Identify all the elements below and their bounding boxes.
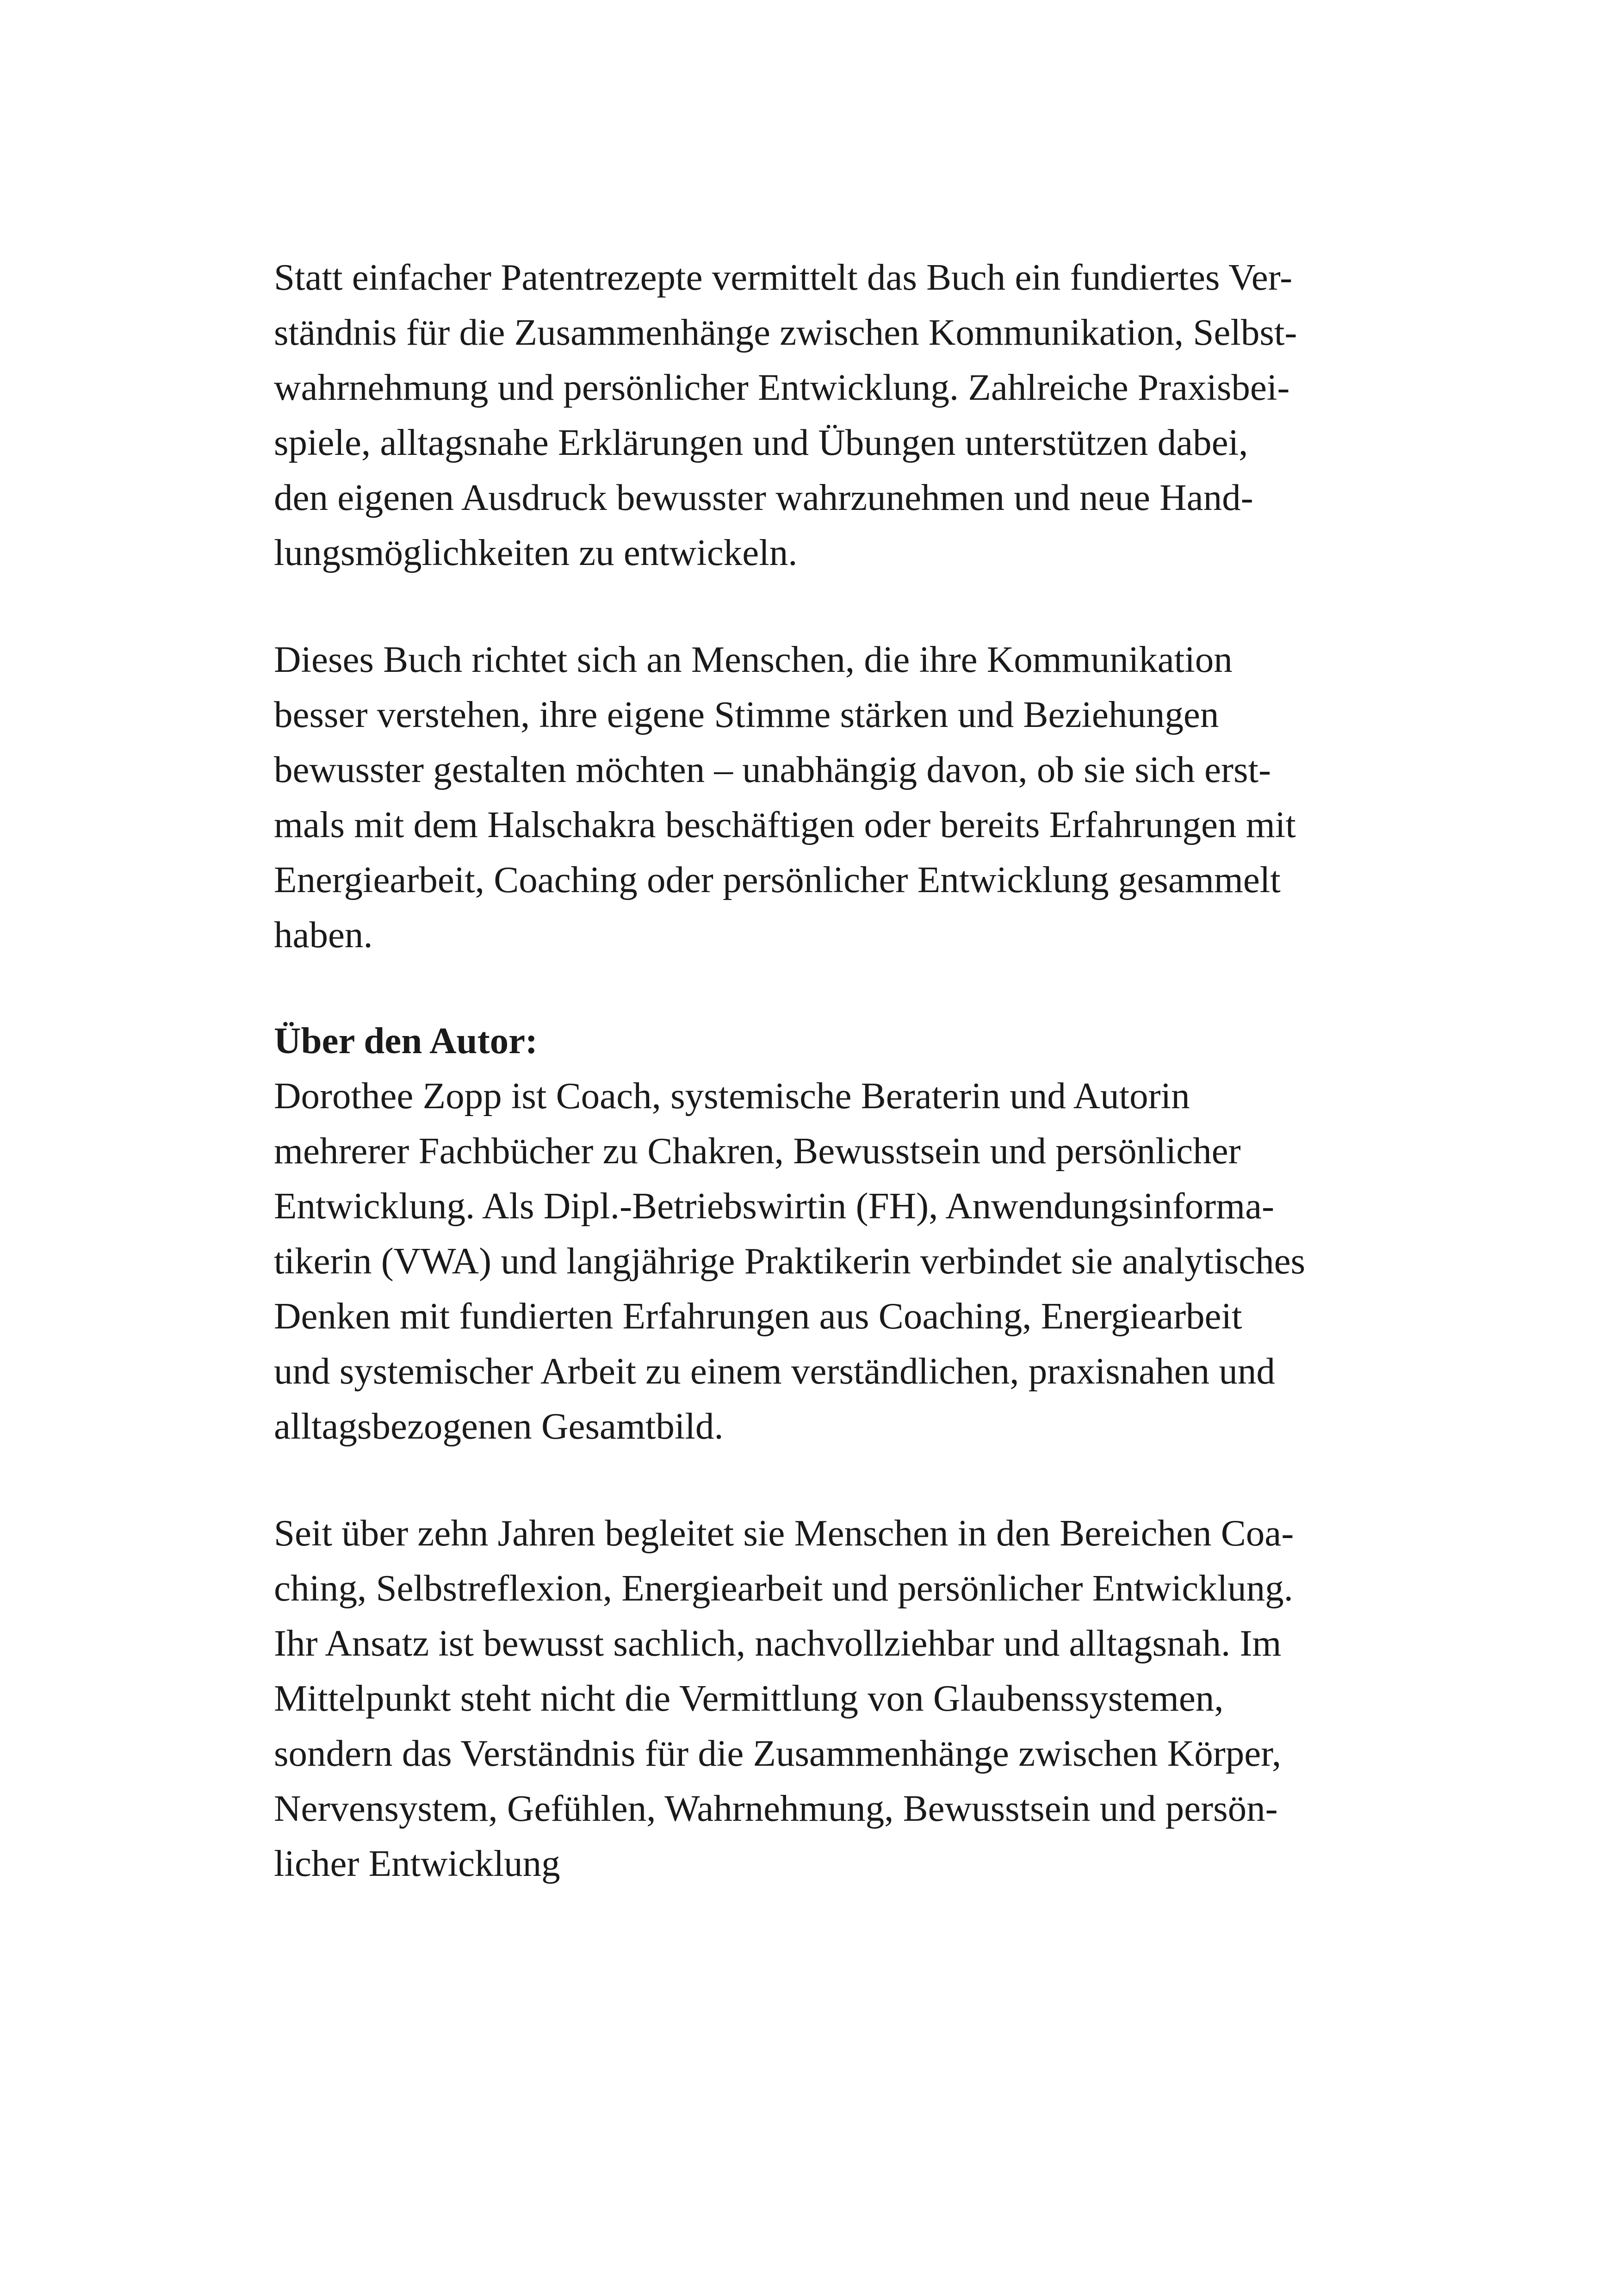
text-line: licher Entwicklung: [274, 1843, 560, 1884]
paragraph-author-experience: [274, 1506, 1294, 1891]
text-line: lungsmöglichkeiten zu entwickeln.: [274, 532, 798, 573]
text-line: wahrnehmung und persönlicher Entwicklung. Zahlreiche Praxisbei-: [274, 366, 1290, 408]
section-heading: Über den Autor:: [274, 1020, 538, 1061]
text-line: Statt einfacher Patentrezepte vermittelt das Buch ein fundiertes Ver-: [274, 256, 1293, 298]
text-line: Energiearbeit, Coaching oder persönlicher Entwicklung gesammelt: [274, 859, 1281, 900]
text-line: alltagsbezogenen Gesamtbild.: [274, 1405, 724, 1447]
text-line: Ihr Ansatz ist bewusst sachlich, nachvollziehbar und alltagsnah. Im: [274, 1622, 1282, 1664]
text-line: den eigenen Ausdruck bewusster wahrzunehmen und neue Hand-: [274, 477, 1253, 518]
text-line: Dorothee Zopp ist Coach, systemische Beraterin und Autorin: [274, 1075, 1190, 1117]
text-line: mehrerer Fachbücher zu Chakren, Bewusstsein und persönlicher: [274, 1130, 1241, 1172]
text-line: Denken mit fundierten Erfahrungen aus Coaching, Energiearbeit: [274, 1295, 1242, 1337]
paragraph-target-audience: [274, 632, 1296, 962]
text-line: besser verstehen, ihre eigene Stimme stärken und Beziehungen: [274, 694, 1219, 735]
paragraph-book-description: [274, 250, 1297, 580]
text-line: mals mit dem Halschakra beschäftigen oder bereits Erfahrungen mit: [274, 804, 1296, 845]
text-line: Seit über zehn Jahren begleitet sie Menschen in den Bereichen Coa-: [274, 1512, 1294, 1554]
text-line: ching, Selbstreflexion, Energiearbeit und persönlicher Entwicklung.: [274, 1567, 1293, 1609]
text-line: Dieses Buch richtet sich an Menschen, die ihre Kommunikation: [274, 639, 1233, 680]
text-line: haben.: [274, 914, 373, 956]
text-line: und systemischer Arbeit zu einem verständlichen, praxisnahen und: [274, 1350, 1275, 1392]
text-line: ständnis für die Zusammenhänge zwischen Kommunikation, Selbst-: [274, 311, 1297, 353]
text-line: bewusster gestalten möchten – unabhängig davon, ob sie sich erst-: [274, 749, 1271, 790]
text-line: spiele, alltagsnahe Erklärungen und Übungen unterstützen dabei,: [274, 422, 1248, 463]
text-line: Mittelpunkt steht nicht die Vermittlung von Glaubenssystemen,: [274, 1677, 1224, 1719]
text-line: tikerin (VWA) und langjährige Praktikerin verbindet sie analytisches: [274, 1240, 1306, 1282]
paragraph-about-author: [274, 1013, 1305, 1454]
text-line: sondern das Verständnis für die Zusammenhänge zwischen Körper,: [274, 1732, 1282, 1774]
text-line: Entwicklung. Als Dipl.-Betriebswirtin (FH), Anwendungsinforma-: [274, 1185, 1275, 1227]
text-line: Nervensystem, Gefühlen, Wahrnehmung, Bewusstsein und persön-: [274, 1787, 1278, 1829]
